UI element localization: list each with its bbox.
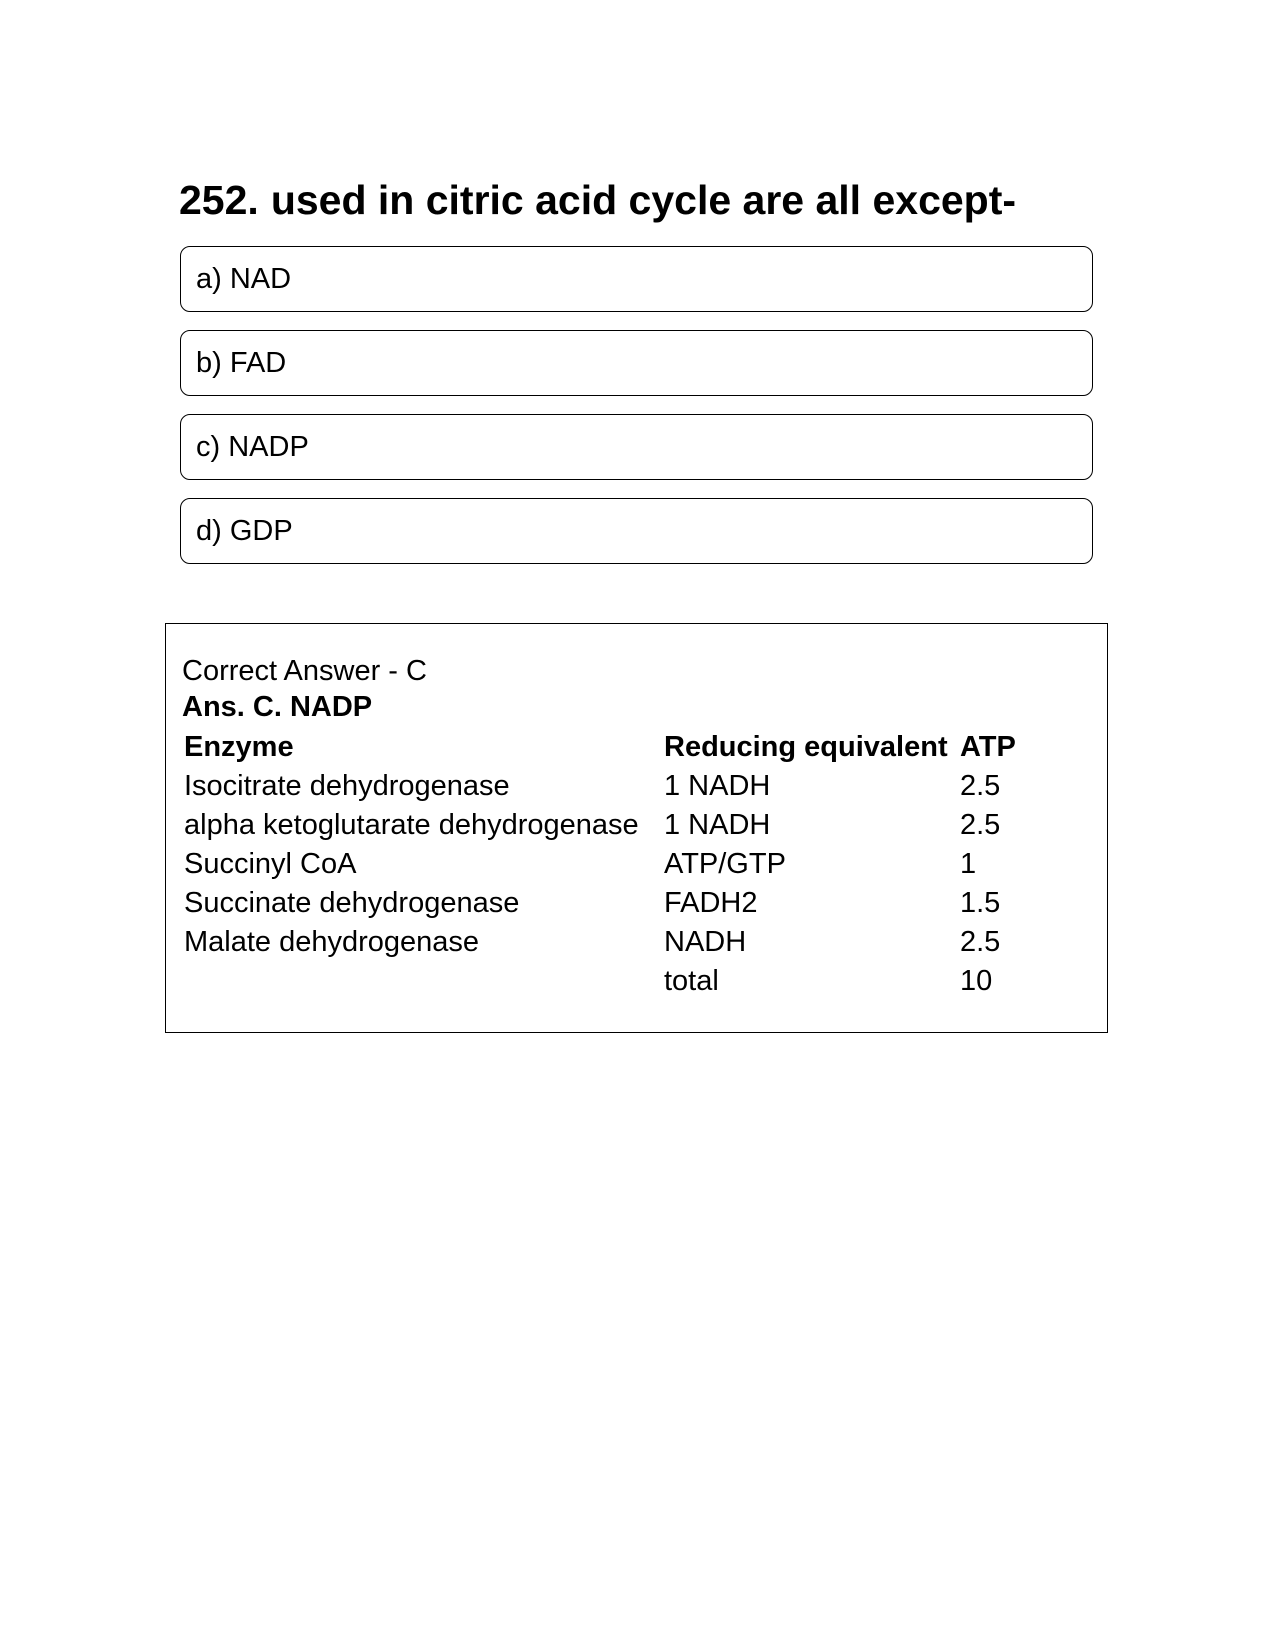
cell-enzyme: Succinyl CoA — [184, 848, 357, 880]
table-row — [184, 767, 1050, 806]
table-row — [184, 884, 1050, 923]
cell-enzyme: alpha ketoglutarate dehydrogenase — [184, 809, 639, 841]
header-atp: ATP — [960, 731, 1016, 763]
table-row — [184, 923, 1050, 962]
cell-total-atp: 10 — [960, 965, 993, 997]
option-label: c) NADP — [196, 430, 309, 463]
answer-explanation-box — [165, 623, 1108, 1033]
header-reducing-equivalent: Reducing equivalent — [664, 731, 948, 763]
atp-yield-table — [184, 728, 1050, 1001]
cell-reducing-equivalent: FADH2 — [664, 887, 758, 919]
option-label: a) NAD — [196, 262, 292, 295]
option-a[interactable] — [180, 246, 1093, 312]
option-label: b) FAD — [196, 346, 287, 379]
question-text: used in citric acid cycle are all except- — [270, 177, 1017, 223]
question-number: 252. — [179, 177, 259, 223]
cell-atp: 2.5 — [960, 809, 1001, 841]
option-d[interactable] — [180, 498, 1093, 564]
header-enzyme: Enzyme — [184, 731, 294, 763]
correct-answer-line: Correct Answer - C — [182, 655, 427, 687]
cell-atp: 1 — [960, 848, 977, 880]
cell-reducing-equivalent: 1 NADH — [664, 770, 771, 802]
table-row — [184, 806, 1050, 845]
cell-enzyme: Isocitrate dehydrogenase — [184, 770, 510, 802]
cell-reducing-equivalent: ATP/GTP — [664, 848, 786, 880]
option-b[interactable] — [180, 330, 1093, 396]
cell-atp: 1.5 — [960, 887, 1001, 919]
cell-enzyme — [184, 962, 664, 1001]
cell-reducing-equivalent: NADH — [664, 926, 747, 958]
cell-atp: 2.5 — [960, 770, 1001, 802]
cell-reducing-equivalent: 1 NADH — [664, 809, 771, 841]
option-label: d) GDP — [196, 514, 293, 547]
option-c[interactable] — [180, 414, 1093, 480]
cell-enzyme: Malate dehydrogenase — [184, 926, 480, 958]
table-row — [184, 845, 1050, 884]
cell-enzyme: Succinate dehydrogenase — [184, 887, 520, 919]
question-title — [179, 177, 1016, 224]
cell-total-label: total — [664, 965, 719, 997]
table-total-row — [184, 962, 1050, 1001]
answer-heading: Ans. C. NADP — [182, 691, 373, 723]
table-header-row — [184, 728, 1050, 767]
cell-atp: 2.5 — [960, 926, 1001, 958]
